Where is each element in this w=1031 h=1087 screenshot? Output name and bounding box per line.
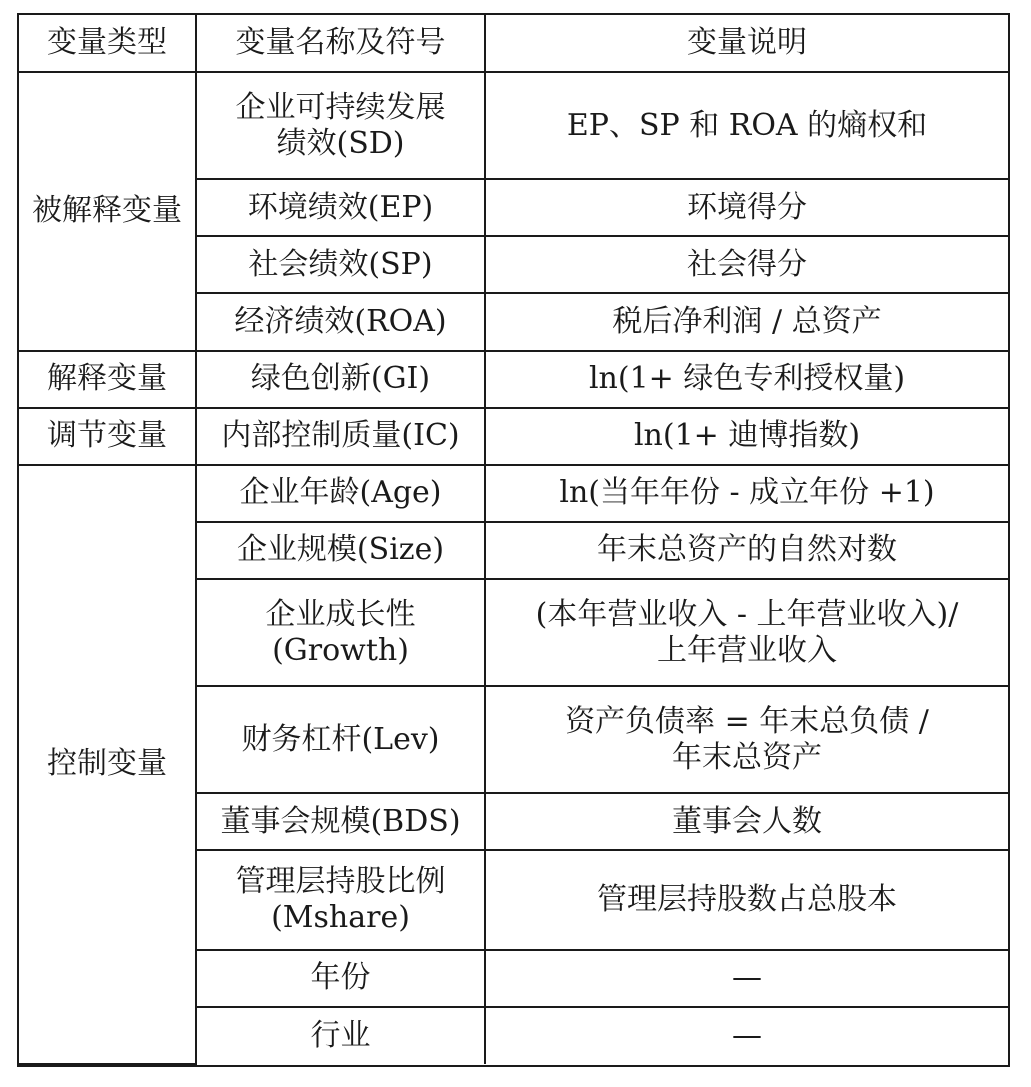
group-dependent-variable: 被解释变量 — [19, 72, 196, 350]
variable-description-cell: 税后净利润 / 总资产 — [485, 293, 1008, 350]
variable-definition-table-container — [17, 13, 1010, 1067]
variable-description-cell: ln(当年年份 - 成立年份 +1) — [485, 465, 1008, 522]
group-control-variable: 控制变量 — [19, 465, 196, 1064]
variable-name-line: (Mshare) — [271, 900, 410, 936]
variable-name-cell: 经济绩效(ROA) — [196, 293, 485, 350]
variable-name-line: (Growth) — [272, 632, 409, 668]
group-independent-variable: 解释变量 — [19, 351, 196, 408]
variable-name-cell: 财务杠杆(Lev) — [196, 686, 485, 793]
variable-name-line: 企业可持续发展 — [235, 89, 446, 125]
variable-name-cell: 环境绩效(EP) — [196, 179, 485, 236]
group-moderator-variable: 调节变量 — [19, 408, 196, 465]
variable-name-cell — [196, 72, 485, 179]
variable-definition-table — [19, 15, 1008, 1065]
variable-name-cell: 内部控制质量(IC) — [196, 408, 485, 465]
variable-description-cell: EP、SP 和 ROA 的熵权和 — [485, 72, 1008, 179]
variable-name-cell — [196, 579, 485, 686]
header-variable-name: 变量名称及符号 — [196, 15, 485, 72]
variable-name-cell: 绿色创新(GI) — [196, 351, 485, 408]
variable-name-cell: 企业规模(Size) — [196, 522, 485, 579]
variable-description-cell: — — [485, 950, 1008, 1007]
variable-description-line: 年末总资产 — [672, 739, 822, 775]
header-variable-description: 变量说明 — [485, 15, 1008, 72]
variable-description-cell: — — [485, 1007, 1008, 1064]
variable-description-cell — [485, 686, 1008, 793]
variable-description-cell: 年末总资产的自然对数 — [485, 522, 1008, 579]
variable-description-line: (本年营业收入 - 上年营业收入)/ — [535, 596, 959, 632]
variable-name-cell — [196, 850, 485, 949]
variable-description-cell: 社会得分 — [485, 236, 1008, 293]
variable-description-cell: 管理层持股数占总股本 — [485, 850, 1008, 949]
table-row — [19, 465, 1008, 522]
variable-name-cell: 行业 — [196, 1007, 485, 1064]
variable-description-cell: ln(1+ 迪博指数) — [485, 408, 1008, 465]
variable-description-cell: ln(1+ 绿色专利授权量) — [485, 351, 1008, 408]
variable-name-cell: 企业年龄(Age) — [196, 465, 485, 522]
variable-name-line: 管理层持股比例 — [235, 864, 446, 900]
variable-description-cell — [485, 579, 1008, 686]
variable-name-line: 企业成长性 — [265, 596, 416, 632]
variable-description-line: 资产负债率 = 年末总负债 / — [565, 703, 929, 739]
variable-description-cell: 环境得分 — [485, 179, 1008, 236]
variable-name-cell: 董事会规模(BDS) — [196, 793, 485, 850]
variable-name-cell: 社会绩效(SP) — [196, 236, 485, 293]
variable-description-cell: 董事会人数 — [485, 793, 1008, 850]
variable-name-cell: 年份 — [196, 950, 485, 1007]
header-variable-type: 变量类型 — [19, 15, 196, 72]
table-row — [19, 408, 1008, 465]
table-row — [19, 72, 1008, 179]
header-row — [19, 15, 1008, 72]
variable-description-line: 上年营业收入 — [657, 632, 837, 668]
variable-name-line: 绩效(SD) — [276, 125, 405, 161]
table-row — [19, 351, 1008, 408]
